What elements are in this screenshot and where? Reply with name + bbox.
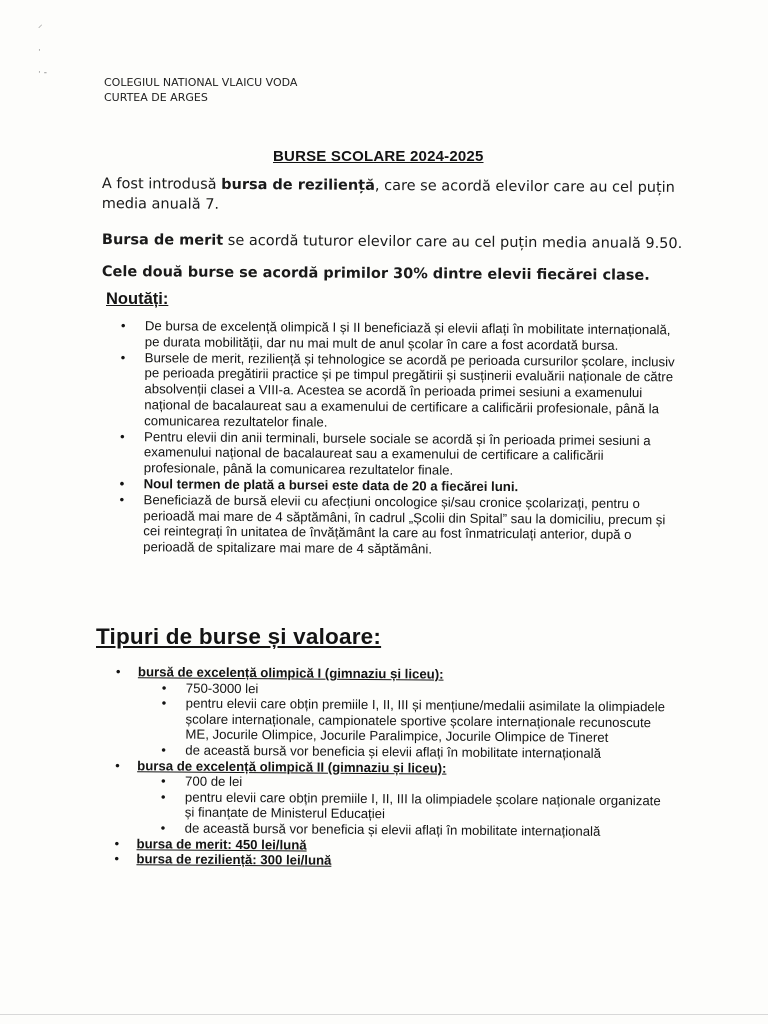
scan-mark: ·	[38, 46, 41, 56]
news-item-payment-date: • Noul termen de plată a bursei este data de 20 a fiecărei luni.	[117, 476, 677, 496]
page-title: BURSE SCOLARE 2024-2025	[273, 148, 484, 165]
intro-bold-text: bursa de reziliență	[221, 176, 375, 194]
type-olimpica-2-heading: bursa de excelență olimpică II (gimnaziu și liceu):	[137, 757, 447, 776]
school-header	[104, 75, 297, 105]
news-heading: Noutăți:	[106, 290, 169, 308]
intro-percent-paragraph: Cele două burse se acordă primilor 30% dintre elevii fiecărei clase.	[101, 263, 650, 284]
scan-edge-line	[0, 1014, 768, 1015]
news-item: • Beneficiază de bursă elevii cu afecțiuni oncologice și/sau cronice școlarizați, pentru o perioadă mai mare de 4 săptămâni, în cadrul „Școlii din Spital” sau la domiciliu, precum și cei reintegrați în unitatea de învățământ la care au fost înmatriculați anterior, după o perioadă de spitalizare mai mare de 4 săptămâni.	[116, 492, 676, 560]
intro-text: se acordă tuturor elevilor care au cel puțin media anuală 9.50.	[223, 232, 683, 253]
intro-rezilienta-paragraph	[102, 174, 702, 218]
type-olimpica-1-details	[137, 680, 672, 762]
type-rezilienta	[110, 851, 670, 871]
intro-text: A fost introdusă	[101, 175, 222, 193]
type-detail-mobility: • de această bursă vor beneficia și elevii aflați în mobilitate internațională	[160, 820, 671, 840]
scan-mark: · ‑	[38, 68, 47, 78]
type-olimpica-1	[111, 664, 672, 762]
type-olimpica-2-details	[137, 773, 671, 840]
news-item: • Pentru elevii din anii terminali, bursele sociale se acordă și în perioada primei sesiuni a examenului național de bacalaureat sau a examenului de certificare a calificării profesionale, până la comunicarea rezultatelor finale.	[117, 429, 677, 481]
school-city: CURTEA DE ARGES	[104, 91, 208, 104]
intro-bold-text: Bursa de merit	[101, 231, 224, 249]
type-merit-label: bursa de merit: 450 lei/lună	[136, 835, 307, 853]
news-list	[116, 318, 678, 559]
type-olimpica-1-heading: bursă de excelență olimpică I (gimnaziu și liceu):	[137, 664, 444, 682]
news-item: • De bursa de excelență olimpică I și II beneficiază și elevii aflați în mobilitate internațională, pe durata mobilității, dar nu mai mult de anul școlar în care a fost acordată bursa.	[118, 318, 678, 354]
type-detail-value: • 700 de lei	[160, 774, 671, 794]
type-rezilienta-label: bursa de reziliență: 300 lei/lună	[136, 851, 332, 868]
news-item: • Bursele de merit, reziliență și tehnologice se acordă pe perioada cursurilor școlare, inclusiv pe perioada pregătirii practice și pe timpul pregătirii și susținerii evaluării naționale de către absolvenții clasei a VIII-a. Acestea se acordă în perioada primei sesiuni a examenului național de bacalaureat sau a examenului de certificare a calificării profesionale, până la comunicarea rezultatelor finale.	[117, 350, 678, 433]
type-detail-criteria: • pentru elevii care obțin premiile I, II, III și mențiune/medalii asimilate la olimpiadele școlare internaționale, campionatele sportive școlare internaționale recunoscute ME, Jocurile Olimpice, Jocurile Paralimpice, Jocurile Olimpice de Tineret	[160, 696, 671, 747]
scan-artifacts	[38, 18, 47, 84]
type-detail-value: • 750-3000 lei	[161, 680, 672, 700]
intro-merit-paragraph	[102, 230, 722, 254]
scan-mark: ⸍	[38, 24, 43, 34]
intro-text: , care se acordă elevilor care au cel puțin media anuală 7.	[101, 177, 675, 213]
type-olimpica-2	[111, 758, 672, 840]
school-name: COLEGIUL NATIONAL VLAICU VODA	[104, 76, 298, 89]
type-detail-mobility: • de această bursă vor beneficia și elevii aflați în mobilitate internațională	[160, 742, 671, 762]
types-heading: Tipuri de burse și valoare:	[96, 624, 382, 649]
types-list	[110, 664, 672, 871]
type-detail-criteria: • pentru elevii care obțin premiile I, II, III la olimpiadele școlare naționale organizate și finanțate de Ministerul Educației	[160, 789, 671, 824]
